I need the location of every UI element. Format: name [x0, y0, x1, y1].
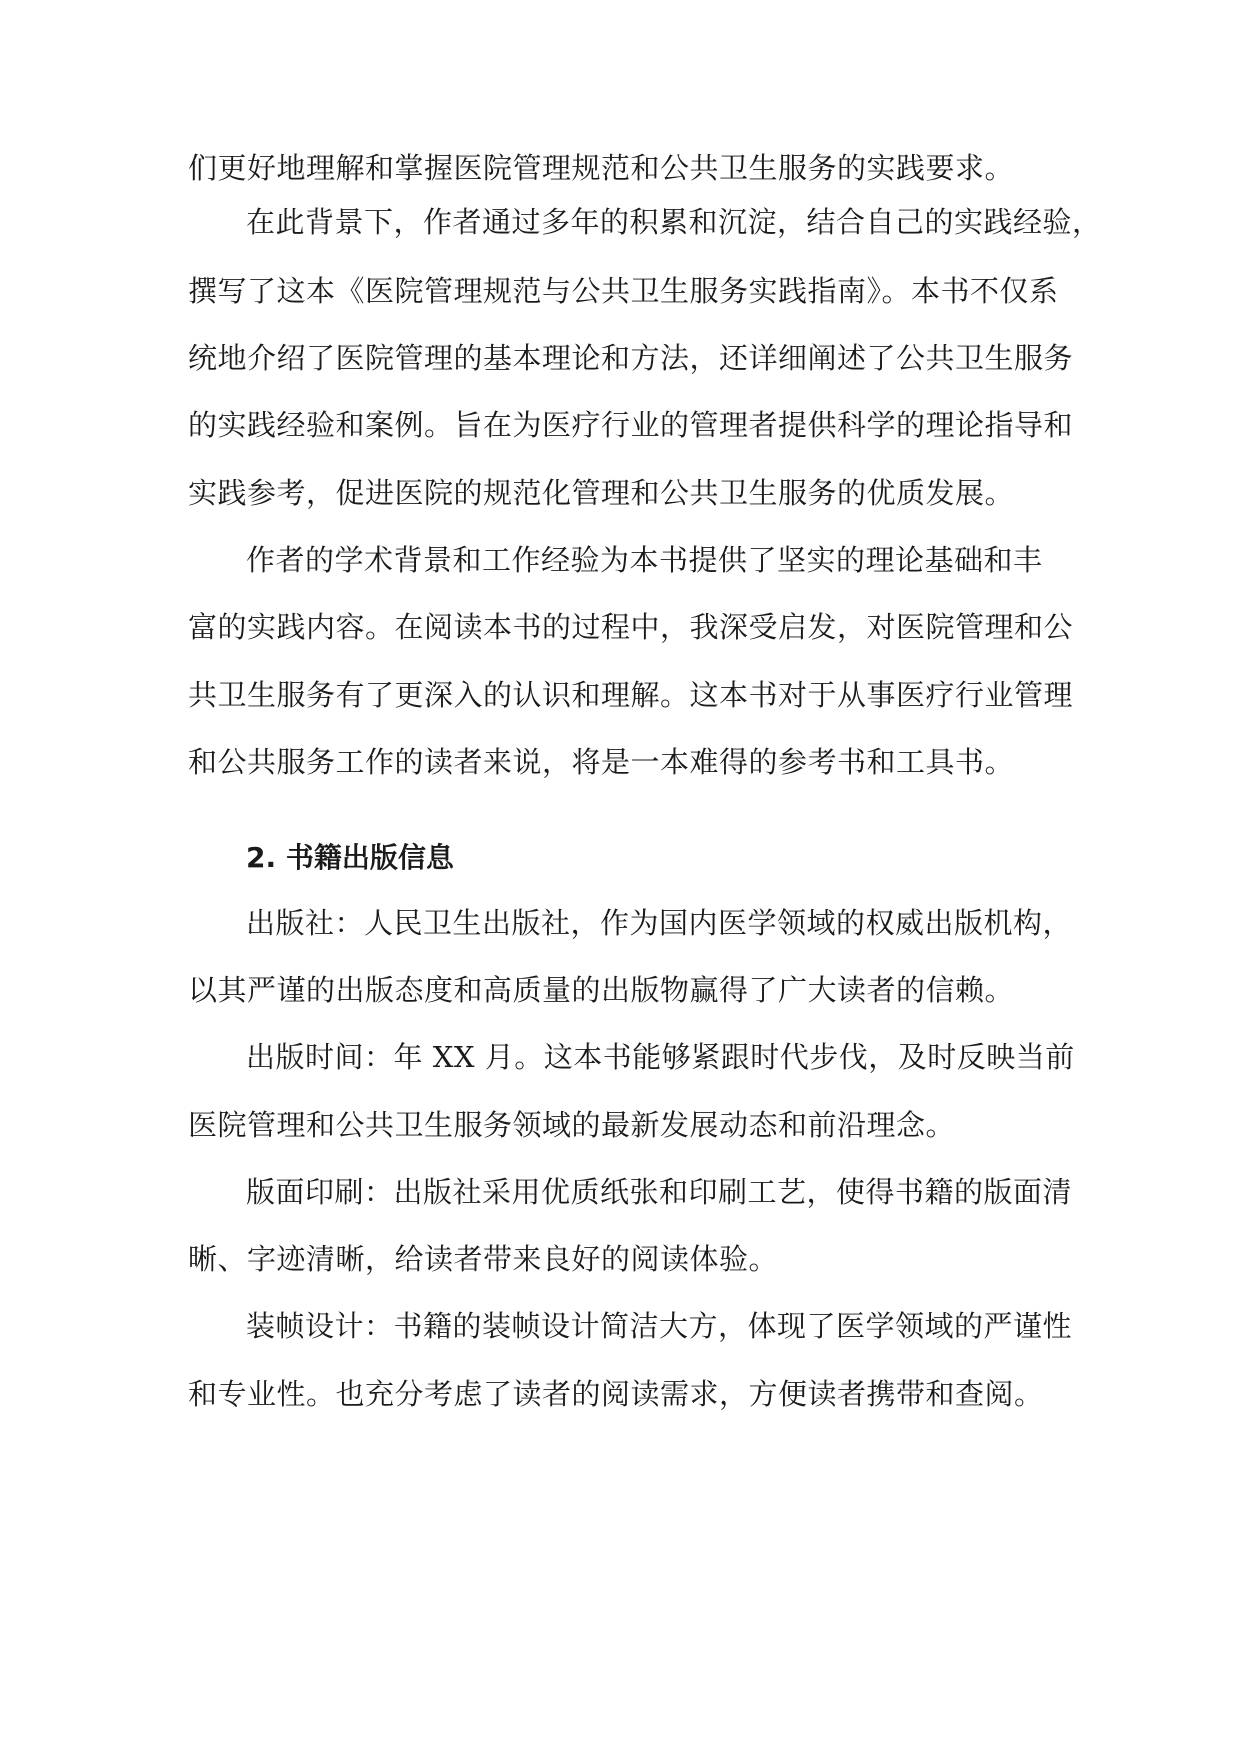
paragraph-line: 版面印刷：出版社采用优质纸张和印刷工艺，使得书籍的版面清 [246, 1175, 1073, 1209]
section-heading: 2. 书籍出版信息 [246, 841, 454, 874]
paragraph-line: 们更好地理解和掌握医院管理规范和公共卫生服务的实践要求。 [188, 151, 1015, 185]
paragraph-line: 在此背景下，作者通过多年的积累和沉淀，结合自己的实践经验， [246, 205, 1102, 239]
paragraph-line: 统地介绍了医院管理的基本理论和方法，还详细阐述了公共卫生服务 [188, 341, 1074, 375]
paragraph-line: 医院管理和公共卫生服务领域的最新发展动态和前沿理念。 [188, 1108, 956, 1142]
paragraph-line: 装帧设计：书籍的装帧设计简洁大方，体现了医学领域的严谨性 [246, 1309, 1073, 1343]
paragraph-line: 富的实践内容。在阅读本书的过程中，我深受启发，对医院管理和公 [188, 610, 1074, 644]
paragraph-line: 撰写了这本《医院管理规范与公共卫生服务实践指南》。本书不仅系 [188, 274, 1059, 308]
paragraph-line: 出版时间：年 XX 月。这本书能够紧跟时代步伐，及时反映当前 [246, 1040, 1075, 1074]
paragraph-line: 晰、字迹清晰，给读者带来良好的阅读体验。 [188, 1242, 779, 1276]
paragraph-line: 作者的学术背景和工作经验为本书提供了坚实的理论基础和丰 [246, 543, 1043, 577]
paragraph-line: 和专业性。也充分考虑了读者的阅读需求，方便读者携带和查阅。 [188, 1377, 1044, 1411]
paragraph-line: 实践参考，促进医院的规范化管理和公共卫生服务的优质发展。 [188, 476, 1015, 510]
paragraph-line: 的实践经验和案例。旨在为医疗行业的管理者提供科学的理论指导和 [188, 408, 1074, 442]
paragraph-line: 以其严谨的出版态度和高质量的出版物赢得了广大读者的信赖。 [188, 973, 1015, 1007]
paragraph-line: 共卫生服务有了更深入的认识和理解。这本书对于从事医疗行业管理 [188, 678, 1074, 712]
paragraph-line: 和公共服务工作的读者来说，将是一本难得的参考书和工具书。 [188, 745, 1015, 779]
paragraph-line: 出版社：人民卫生出版社，作为国内医学领域的权威出版机构， [246, 906, 1073, 940]
